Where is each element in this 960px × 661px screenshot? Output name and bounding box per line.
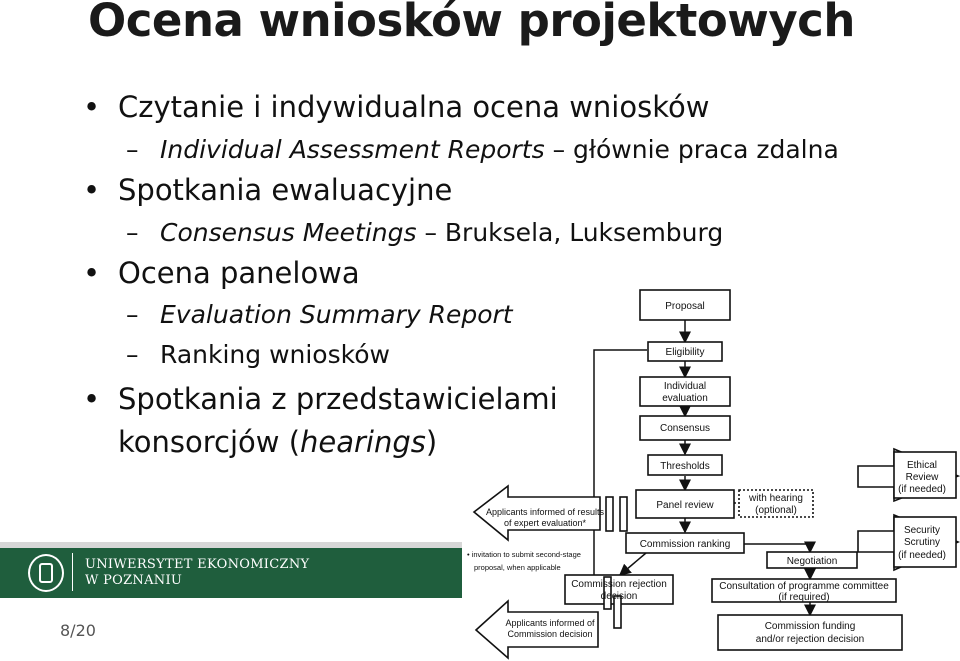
informed-results-label-2: of expert evaluation* (503, 518, 587, 528)
ethical-label-1: Ethical (906, 460, 938, 471)
individual-label-1: Individual (663, 381, 707, 392)
bullet-dot: • (83, 382, 101, 416)
bullet-text: Spotkania ewaluacyjne (118, 173, 453, 207)
security-label-3: (if needed) (898, 550, 946, 561)
subbullet-rest: – głównie praca zdalna (544, 135, 839, 164)
subbullet-italic: Consensus Meetings (160, 218, 417, 247)
hearing-label-1: with hearing (749, 493, 803, 504)
panel-review-label: Panel review (656, 500, 714, 511)
bullet-text: Czytanie i indywidualna ocena wniosków (118, 90, 710, 124)
subbullet-italic: Individual Assessment Reports (160, 135, 545, 164)
rejection-label-2: decision (600, 591, 638, 602)
subbullet-italic: Evaluation Summary Report (160, 300, 513, 329)
bullet-text-b: ) (425, 425, 438, 459)
rejection-label-1: Commission rejection (571, 579, 667, 590)
slide-title: Ocena wniosków projektowych (88, 0, 855, 47)
university-line2: W POZNANIU (85, 573, 183, 588)
informed-decision-label-1: Applicants informed of (505, 618, 595, 628)
funding-label-2: and/or rejection decision (755, 634, 865, 645)
subbullet-rest: – Bruksela, Luksemburg (416, 218, 724, 247)
bullet-text-a: konsorcjów ( (118, 425, 301, 459)
thresholds-label: Thresholds (660, 461, 710, 472)
bar (620, 497, 627, 531)
individual-label-2: evaluation (662, 393, 708, 404)
consultation-label-2: (if required) (778, 592, 830, 603)
consensus-label: Consensus (659, 423, 711, 434)
bullet-text: Ocena panelowa (118, 256, 360, 290)
bullet-dot: • (83, 173, 101, 207)
bullet-dot: • (83, 90, 101, 124)
subbullet-text: Ranking wniosków (160, 340, 390, 369)
note-label-2: proposal, when applicable (474, 563, 561, 572)
page-number: 8/20 (60, 621, 96, 640)
informed-decision-label-2: Commission decision (507, 629, 593, 639)
bar (606, 497, 613, 531)
consultation-label-1: Consultation of programme committee (719, 581, 889, 592)
ethical-label-3: (if needed) (898, 484, 946, 495)
funding-label-1: Commission funding (764, 621, 856, 632)
hearing-label-2: (optional) (755, 505, 797, 516)
eligibility-label: Eligibility (665, 347, 705, 358)
security-label-2: Scrutiny (903, 537, 941, 548)
negotiation-label: Negotiation (786, 556, 838, 567)
university-line1: UNIWERSYTET EKONOMICZNY (85, 557, 310, 572)
proposal-label: Proposal (665, 301, 705, 312)
commission-ranking-label: Commission ranking (639, 539, 731, 550)
dash: – (126, 300, 139, 329)
bullet-text: Spotkania z przedstawicielami (118, 382, 558, 416)
bullet-text-italic: hearings (300, 425, 426, 459)
ethical-label-2: Review (905, 472, 939, 483)
informed-results-label-1: Applicants informed of results (485, 507, 605, 517)
note-label-1: • invitation to submit second-stage (467, 550, 581, 559)
dash: – (126, 135, 139, 164)
security-label-1: Security (903, 525, 941, 536)
bullet-dot: • (83, 256, 101, 290)
dash: – (126, 218, 139, 247)
dash: – (126, 340, 139, 369)
